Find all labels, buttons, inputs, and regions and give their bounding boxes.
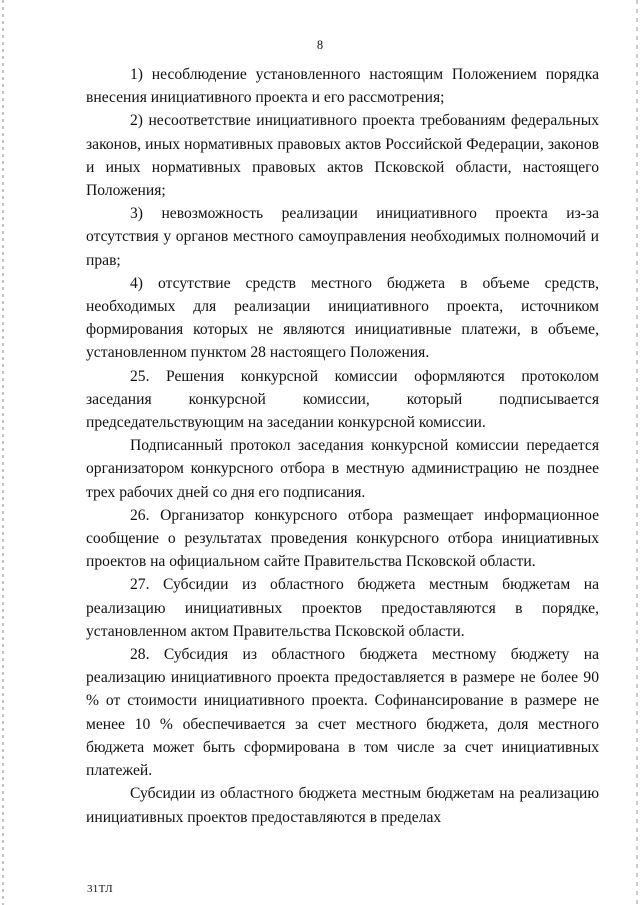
paragraph-clause-27: 27. Субсидии из областного бюджета местным бюджетам на реализацию инициативных проектов предоставляются в порядке, установленном актом Правительства Псковской области. [86,576,599,640]
paragraph-clause-25: 25. Решения конкурсной комиссии оформляются протоколом заседания конкурсной комиссии, который подписывается председательствующим на заседании конкурсной комиссии. [86,367,599,432]
paragraph-item-2: 2) несоответствие инициативного проекта требованиям федеральных законов, иных нормативных правовых актов Российской Федерации, законов и иных нормативных правовых актов Псковской области, настоящего Положения; [86,112,599,200]
scan-edge-right [636,0,638,905]
page-number: 8 [316,38,324,52]
paragraph-item-1: 1) несоблюдение установленного настоящим Положением порядка внесения инициативного проекта и его рассмотрения; [86,66,599,107]
paragraph-item-4: 4) отсутствие средств местного бюджета в объеме средств, необходимых для реализации инициативного проекта, источником формирования которых не являются инициативные платежи, в объеме, установленном пунктом 28 настоящего Положения. [86,274,599,362]
footer-document-code: 31ТЛ [87,883,113,895]
paragraph-clause-25-continued: Подписанный протокол заседания конкурсной комиссии передается организатором конкурсного отбора в местную администрацию не позднее трех рабочих дней со дня его подписания. [86,437,599,501]
paragraph-clause-28-continued: Субсидии из областного бюджета местным бюджетам на реализацию инициативных проектов предоставляются в пределах [86,785,599,826]
document-body [86,63,599,829]
paragraph-clause-28: 28. Субсидия из областного бюджета местному бюджету на реализацию инициативного проекта предоставляется в размере не более 90 % от стоимости инициативного проекта. Софинансирование в размере не менее 10 % обеспечивается за счет местного бюджета, доля местного бюджета может быть сформирована в том числе за счет инициативных платежей. [86,646,599,780]
scan-edge-left [2,0,4,905]
paragraph-item-3: 3) невозможность реализации инициативного проекта из-за отсутствия у органов местного самоуправления необходимых полномочий и прав; [86,205,599,269]
paragraph-clause-26: 26. Организатор конкурсного отбора размещает информационное сообщение о результатах проведения конкурсного отбора инициативных проектов на официальном сайте Правительства Псковской области. [86,506,599,571]
